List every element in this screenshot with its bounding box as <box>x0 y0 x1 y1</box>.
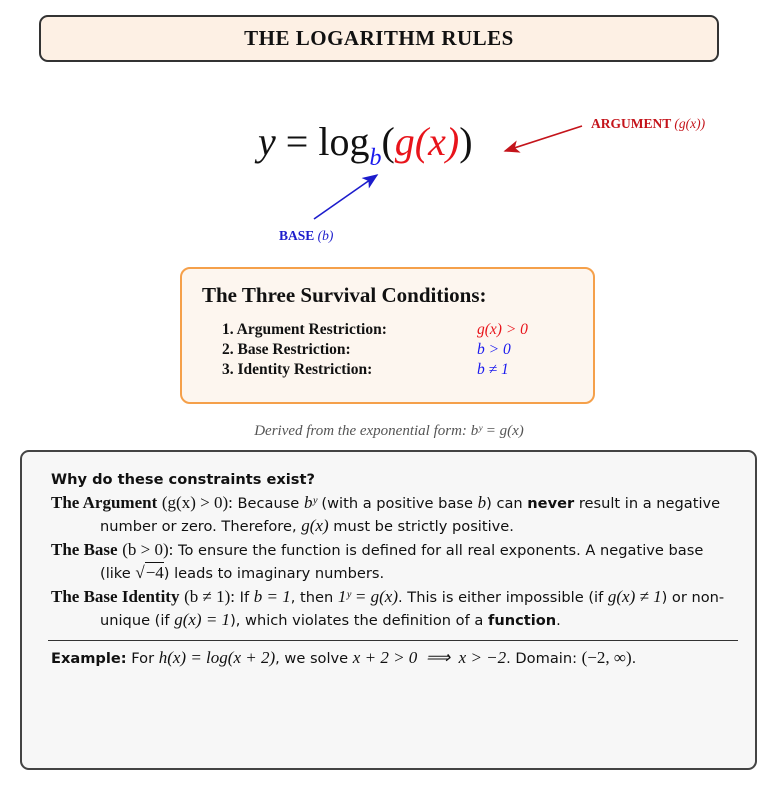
base-cond: (b > 0): <box>122 539 174 559</box>
base-term: The Base <box>51 539 118 559</box>
emphasis: never <box>527 494 575 512</box>
condition-label-3: 3. Identity Restriction: <box>222 361 373 378</box>
math: (−2, ∞) <box>581 647 632 667</box>
argument-arrow-icon <box>505 126 582 151</box>
text: Because <box>232 494 304 512</box>
derived-text: Derived from the exponential form: <box>254 423 467 439</box>
base-annotation <box>279 228 333 244</box>
math: g(x) ≠ 1 <box>607 586 662 606</box>
explanation-box <box>20 450 757 770</box>
sqrt-icon: √ <box>135 563 145 582</box>
identity-term: The Base Identity <box>51 586 180 606</box>
math: g(x) <box>301 516 329 535</box>
math: h(x) = log(x + 2) <box>158 647 276 667</box>
text: . <box>556 612 561 629</box>
base-explanation <box>51 539 735 586</box>
formula-close-paren: ) <box>459 119 473 164</box>
condition-label-1: 1. Argument Restriction: <box>222 321 387 338</box>
divider <box>48 640 738 641</box>
derived-formula: bʸ = g(x) <box>470 423 524 439</box>
text: ), which violates the definition of a <box>230 612 488 629</box>
text: For <box>126 649 159 667</box>
page-title: THE LOGARITHM RULES <box>244 26 514 50</box>
text: ) leads to imaginary numbers. <box>163 565 385 582</box>
argument-annotation-symbol: (g(x)) <box>674 116 706 131</box>
formula-base: b <box>369 145 382 171</box>
emphasis: function <box>487 612 557 629</box>
argument-cond: (g(x) > 0): <box>161 492 233 512</box>
formula-eq: = <box>275 119 319 164</box>
text: (with a positive base <box>316 494 478 512</box>
argument-term: The Argument <box>51 492 158 512</box>
base-arrow-icon <box>314 175 377 219</box>
math: b <box>477 492 487 512</box>
text: result in a negative number or zero. Therefore, <box>100 494 721 535</box>
condition-label-2: 2. Base Restriction: <box>222 341 351 358</box>
identity-explanation <box>51 586 735 633</box>
text: ) can <box>486 494 528 512</box>
example-label: Example: <box>51 649 127 667</box>
math: x + 2 > 0 ⟹ x > −2 <box>352 647 507 667</box>
text: . <box>631 649 637 667</box>
identity-cond: (b ≠ 1): <box>184 586 235 606</box>
formula-log: log <box>318 119 370 164</box>
text: ) or non-unique (if <box>100 588 725 629</box>
formula-open-paren: ( <box>381 119 395 164</box>
formula-lhs: y <box>258 119 276 164</box>
text: To ensure the function is defined for all real exponents. A negative base (like <box>100 541 704 582</box>
math: g(x) = 1 <box>174 610 231 629</box>
text: If <box>235 588 254 606</box>
argument-annotation-label: ARGUMENT <box>591 116 672 131</box>
derived-note <box>0 423 778 440</box>
math: −4 <box>145 563 164 582</box>
argument-explanation <box>51 492 735 539</box>
text: , then <box>290 588 338 606</box>
text: . Domain: <box>506 649 582 667</box>
condition-value-3: b ≠ 1 <box>477 361 509 378</box>
math: bʸ <box>303 492 317 512</box>
math: b = 1 <box>253 586 291 606</box>
math: 1ʸ = g(x) <box>337 586 399 606</box>
condition-value-1: g(x) > 0 <box>477 321 528 338</box>
conditions-title: The Three Survival Conditions: <box>202 283 487 307</box>
argument-annotation <box>591 116 705 132</box>
explanation-heading: Why do these constraints exist? <box>51 471 315 488</box>
formula-argument: g(x) <box>394 119 460 164</box>
conditions-box <box>180 267 595 404</box>
example <box>51 647 735 671</box>
text: , we solve <box>275 649 353 667</box>
base-annotation-label: BASE <box>279 228 315 243</box>
text: . This is either impossible (if <box>398 588 608 606</box>
base-annotation-symbol: (b) <box>317 228 334 243</box>
text: must be strictly positive. <box>328 518 514 535</box>
condition-value-2: b > 0 <box>477 341 511 358</box>
